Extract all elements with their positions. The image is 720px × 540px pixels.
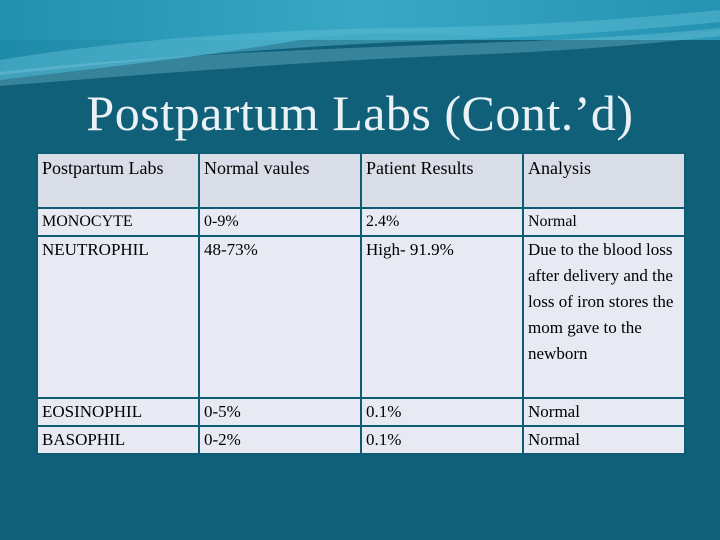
table-row bbox=[37, 426, 685, 454]
lab-name-cell: MONOCYTE bbox=[37, 208, 199, 236]
normal-value-cell: 48-73% bbox=[199, 236, 361, 398]
analysis-cell: Normal bbox=[523, 398, 685, 426]
lab-name-cell: BASOPHIL bbox=[37, 426, 199, 454]
header-cell-normal: Normal vaules bbox=[199, 153, 361, 208]
patient-result-cell: 0.1% bbox=[361, 426, 523, 454]
table-row bbox=[37, 236, 685, 398]
header-cell-lab: Postpartum Labs bbox=[37, 153, 199, 208]
header-cell-analysis: Analysis bbox=[523, 153, 685, 208]
analysis-cell: Normal bbox=[523, 208, 685, 236]
analysis-cell: Normal bbox=[523, 426, 685, 454]
table-row bbox=[37, 398, 685, 426]
table-row bbox=[37, 208, 685, 236]
lab-name-cell: EOSINOPHIL bbox=[37, 398, 199, 426]
patient-result-cell: 2.4% bbox=[361, 208, 523, 236]
page-title: Postpartum Labs (Cont.’d) bbox=[86, 85, 634, 141]
header-cell-result: Patient Results bbox=[361, 153, 523, 208]
lab-name-cell: NEUTROPHIL bbox=[37, 236, 199, 398]
patient-result-cell: 0.1% bbox=[361, 398, 523, 426]
analysis-cell: Due to the blood loss after delivery and the loss of iron stores the mom gave to the newborn bbox=[523, 236, 685, 398]
patient-result-cell: High- 91.9% bbox=[361, 236, 523, 398]
labs-table bbox=[36, 152, 686, 455]
normal-value-cell: 0-9% bbox=[199, 208, 361, 236]
normal-value-cell: 0-5% bbox=[199, 398, 361, 426]
table-header-row bbox=[37, 153, 685, 208]
normal-value-cell: 0-2% bbox=[199, 426, 361, 454]
